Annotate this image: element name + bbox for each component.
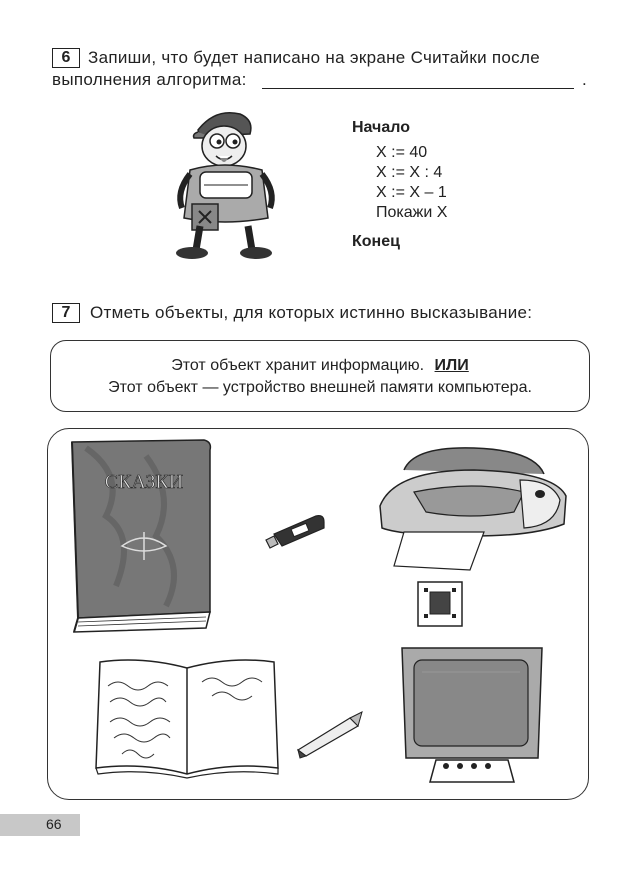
microchip-image[interactable] xyxy=(414,580,466,628)
answer-line[interactable] xyxy=(262,88,574,89)
statement-box xyxy=(50,340,590,412)
statement-or: ИЛИ xyxy=(434,357,469,374)
task-6-line2: выполнения алгоритма: xyxy=(52,70,247,89)
statement-line-1 xyxy=(51,357,589,375)
algorithm-step-2: X := X : 4 xyxy=(376,164,443,181)
algorithm-end: Конец xyxy=(352,233,400,250)
page-number-bar xyxy=(0,814,80,836)
page-number: 66 xyxy=(46,816,62,832)
task-6-number: 6 xyxy=(52,48,80,68)
usb-flash-drive-image[interactable] xyxy=(262,510,328,552)
statement-part-1: Этот объект хранит информацию. xyxy=(171,357,425,374)
pencil-image[interactable] xyxy=(292,710,366,760)
algorithm-start: Начало xyxy=(352,119,410,136)
task-7-text: Отметь объекты, для которых истинно высказывание: xyxy=(90,303,533,322)
statement-line-2: Этот объект — устройство внешней памяти компьютера. xyxy=(108,379,532,396)
algorithm-step-4: Покажи X xyxy=(376,204,448,221)
task-6-period: . xyxy=(582,70,588,89)
algorithm-step-3: X := X – 1 xyxy=(376,184,447,201)
schitayka-character xyxy=(170,108,280,263)
algorithm-step-1: X := 40 xyxy=(376,144,428,161)
task-6-line1: Запиши, что будет написано на экране Считайки после xyxy=(88,48,540,67)
monitor-image[interactable] xyxy=(396,642,548,786)
book-image[interactable] xyxy=(66,436,214,634)
notebook-image[interactable] xyxy=(92,656,282,780)
task-7-number: 7 xyxy=(52,303,80,323)
printer-image[interactable] xyxy=(374,440,570,580)
book-title: СКАЗКИ xyxy=(104,471,184,493)
